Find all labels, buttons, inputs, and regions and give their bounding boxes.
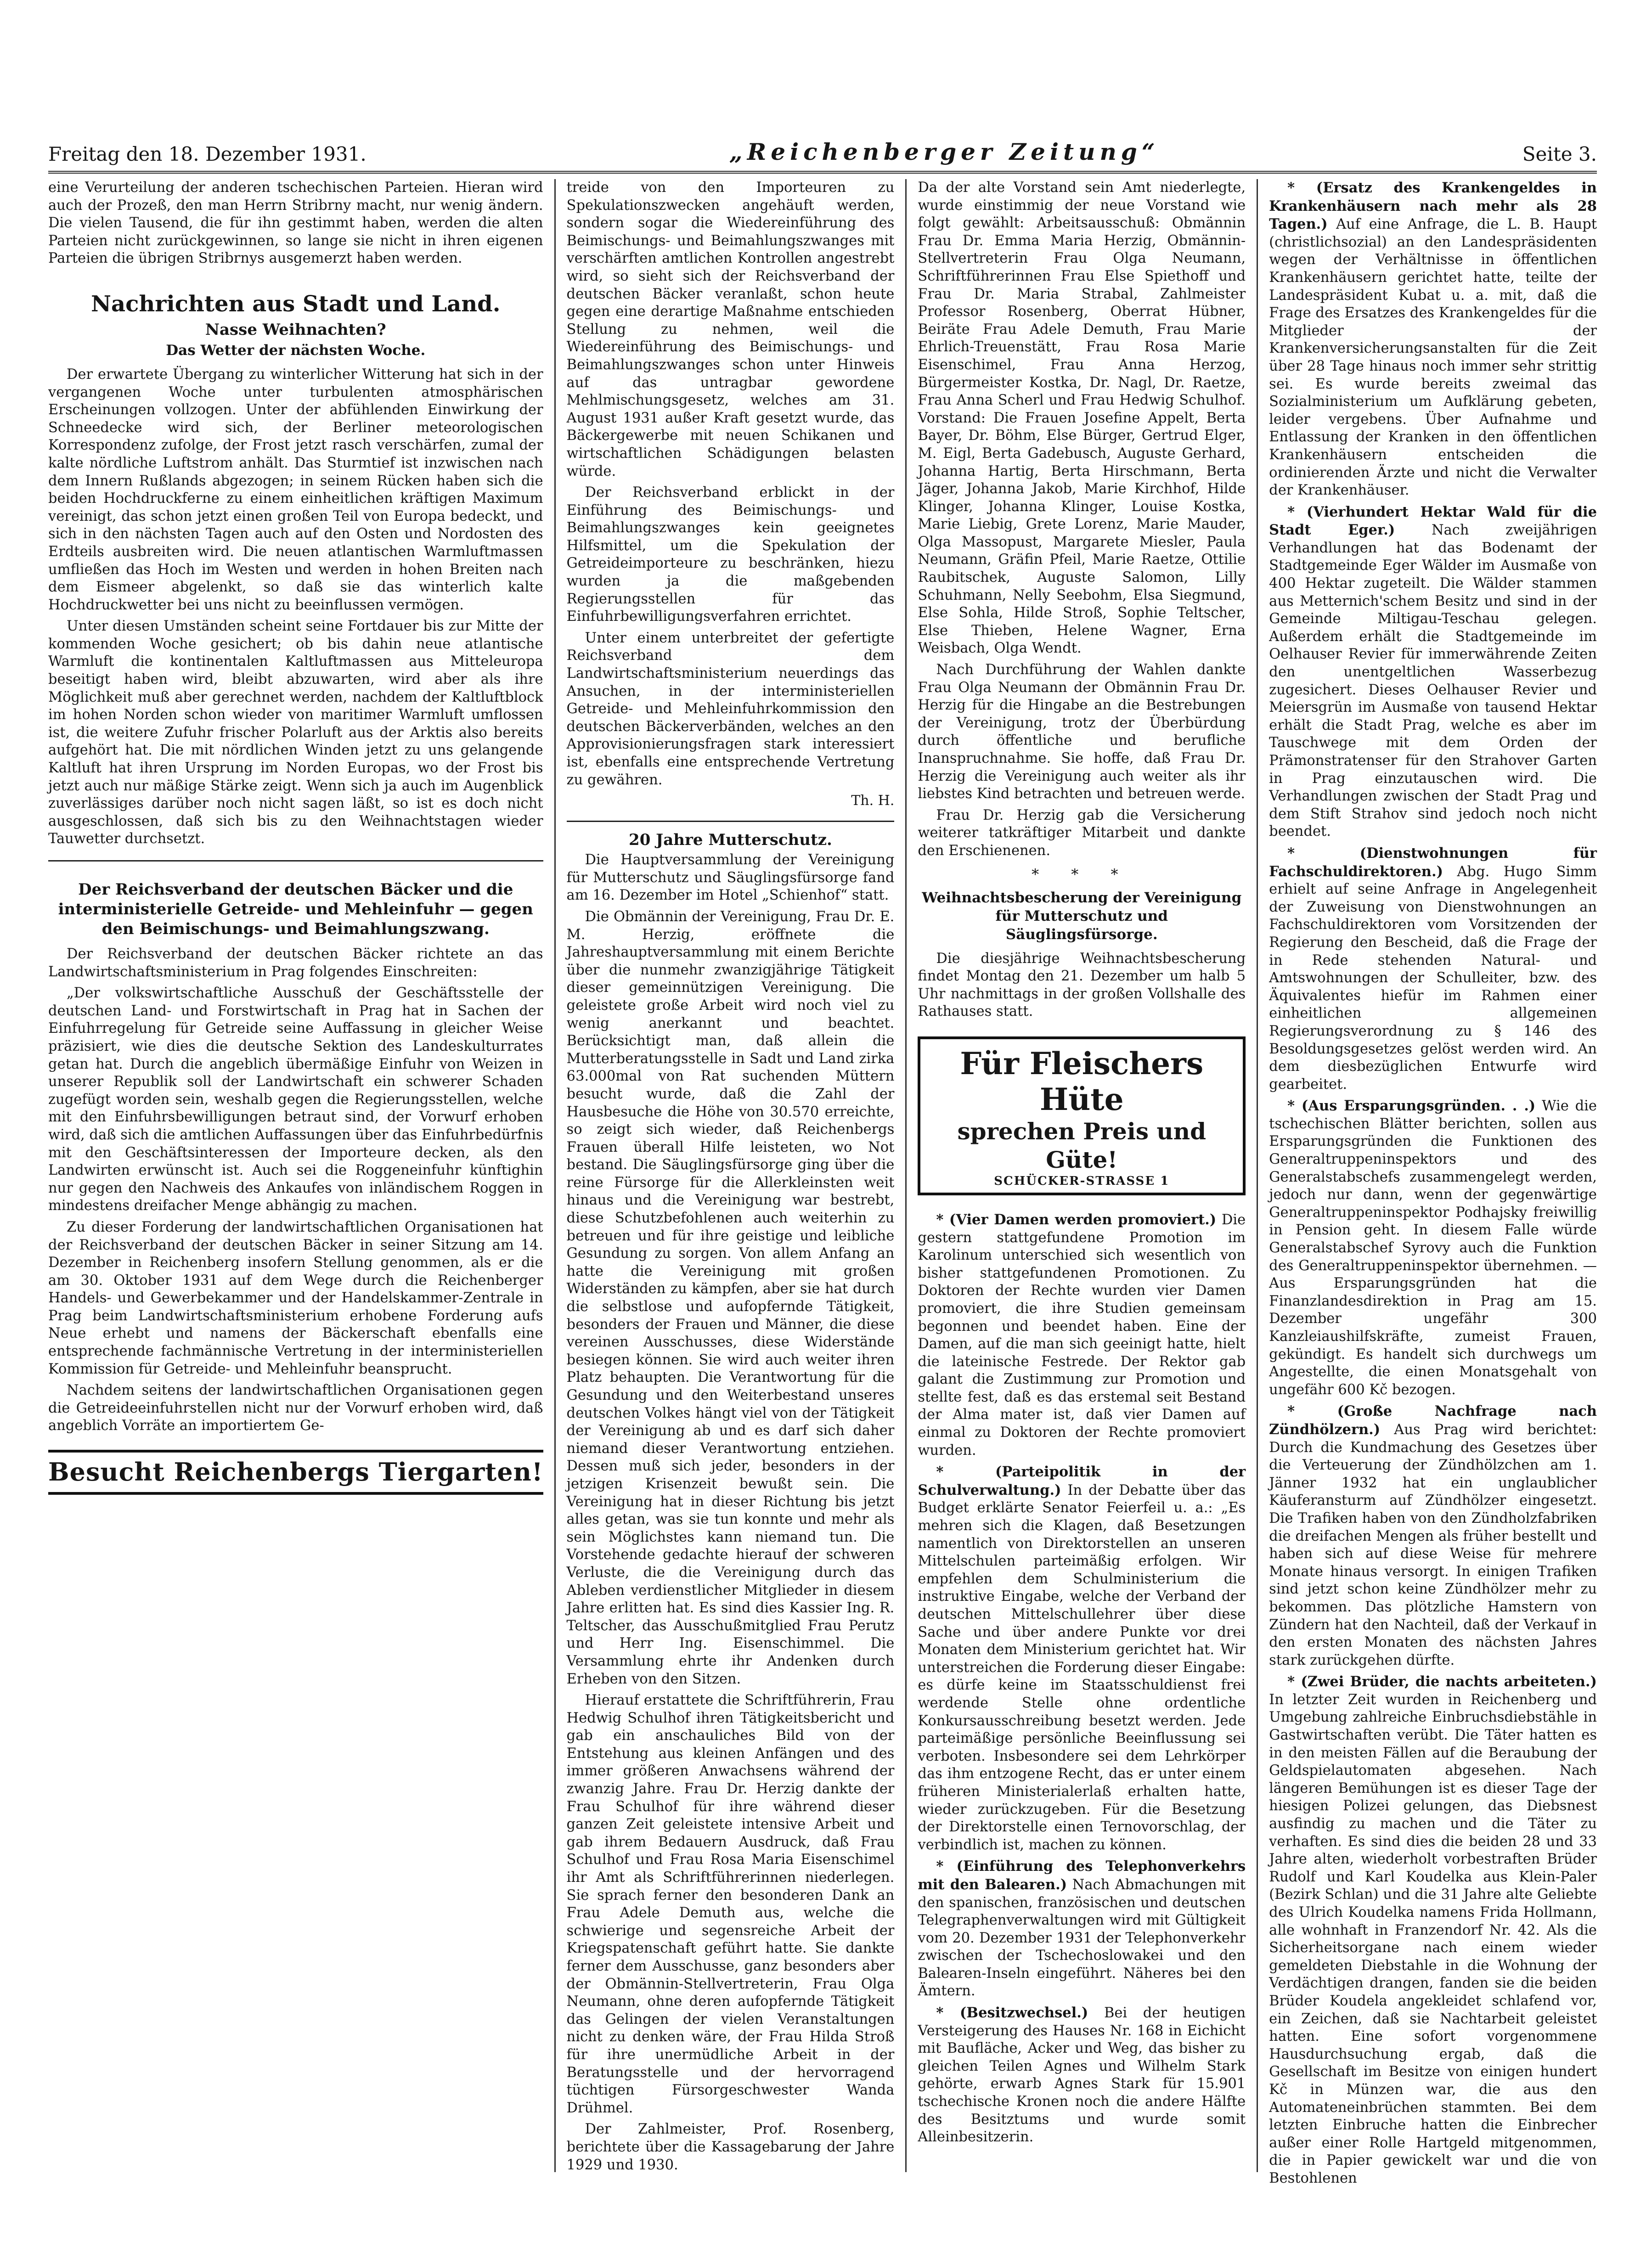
article-paragraph: Hierauf erstattete die Schriftführerin, Frau Hedwig Schulhof ihren Tätigkeitsbericht und gab ein anschauliches Bild von der Entstehung aus kleinen Anfängen und des immer größeren Anwachsens während der zwanzig Jahre. Frau Dr. Herzig dankte der Frau Schulhof für ihre während dieser ganzen Zeit geleistete intensive Arbeit und gab ihrem Bedauern Ausdruck, daß Frau Schulhof und Frau Rosa Maria Eisenschimel ihr Amt als Schriftführerinnen niederlegen. Sie sprach ferner den besonderen Dank an Frau Adele Demuth aus, welche die schwierige und segensreiche Arbeit der Kriegspatenschaft geführt hatte. Sie dankte ferner dem Ausschusse, ganz besonders aber der Obmännin-Stellvertreterin, Frau Olga Neumann, ohne deren aufopfernde Tätigkeit das Gelingen der vielen Veranstaltungen nicht zu denken wäre, der Frau Hilda Stroß für ihre unermüdliche Arbeit in der Beratungsstelle und der hervorragend tüchtigen Fürsorgeschwester Wanda Drühmel.: [566, 1692, 895, 2116]
article-paragraph: „Der volkswirtschaftliche Ausschuß der Geschäftsstelle der deutschen Land- und Forstwirtschaft in Prag hat in Sachen der Einfuhrregelung für Getreide seine Auffassung in gleicher Weise präzisiert, wie dies die deutsche Sektion des Landeskulturrates getan hat. Durch die angeblich übermäßige Einfuhr von Weizen in unserer Republik soll der Landwirtschaft ein schwerer Schaden zugefügt worden sein, weshalb gegen die Regierungsstellen, welche mit den Einfuhrsbewilligungen betraut sind, der Vorwurf erhoben wird, daß sich die amtlichen Auffassungen über das Einfuhrbedürfnis mit den Geschäftsinteressen der Importeure decken, als den Landwirten erwünscht ist. Auch sei die Roggeneinfuhr künftighin nur gegen den Nachweis des Ankaufes von inländischem Roggen in mindestens dreifacher Menge abhängig zu machen.: [48, 985, 543, 1214]
article-paragraph: Der Reichsverband erblickt in der Einführung des Beimischungs- und Beimahlungszwanges kein geeignetes Hilfsmittel, um die Spekulation der Getreideimporteure zu beschränken, hiezu wurden ja die maßgebenden Regierungsstellen für das Einfuhrbewilligungsverfahren errichtet.: [566, 484, 895, 625]
column-4: [1257, 179, 1597, 2186]
item-lead: * (Vier Damen werden promoviert.): [936, 1211, 1217, 1228]
article-paragraph: Unter diesen Umständen scheint seine Fortdauer bis zur Mitte der kommenden Woche gesichert; ob bis dahin neue atlantische Warmluft die kontinentalen Kaltluftmassen aus Mitteleuropa beseitigt haben wird, bleibt abzuwarten, wird aber als ihre Möglichkeit muß aber gerechnet werden, nachdem der Kaltluftblock im hohen Norden schon wieder von maritimer Warmluft umflossen ist, die weitere Zufuhr frischer Polarluft aus der Arktis also bereits aufgehört hat. Die mit nördlichen Winden jetzt zu uns gelangende Kaltluft hat ihren Ursprung im Norden Europas, wo der Frost bis jetzt auch nur mäßige Stärke zeigt. Wenn sich ja auch im Augenblick zuverlässiges darüber noch nicht sagen läßt, so ist es doch nicht ausgeschlossen, daß sich bis zu den Weihnachtstagen wieder Tauwetter durchsetzt.: [48, 618, 543, 847]
article-paragraph: eine Verurteilung der anderen tschechischen Parteien. Hieran wird auch der Prozeß, den man Herrn Stribrny macht, nur wenig ändern. Die vielen Tausend, die für ihn gestimmt haben, werden die alten Parteien nicht zurückgewinnen, so lange sie nicht in ihren eigenen Parteien die übrigen Stribrnys ausgemerzt haben werden.: [48, 180, 543, 267]
item-lead: * (Einführung des Telephonverkehrs mit den Balearen.): [918, 1858, 1246, 1893]
item-text: Nach zweijährigen Verhandlungen hat das Bodenamt der Stadtgemeinde Eger Wälder im Ausmaße von 400 Hektar zugeteilt. Die Wälder stammen aus Metternich'schem Besitz und sind in der Gemeinde Miltigau-Teschau gelegen. Außerdem erhält die Stadtgemeinde im Oelhauser Revier für immerwährende Zeiten den unentgeltlichen Wasserbezug zugesichert. Dieses Oelhauser Revier und Meiersgrün im Ausmaße von tausend Hektar erhält die Stadt Prag, welche es aber im Tauschwege mit dem Orden der Prämonstratenser für den Strahover Garten in Prag einzutauschen wird. Die Verhandlungen zwischen der Stadt Prag und dem Stift Strahov sind jedoch noch nicht beendet.: [1269, 522, 1597, 840]
page-header: [48, 133, 1597, 165]
article-headline: 20 Jahre Mutterschutz.: [629, 831, 832, 850]
item-lead: * (Zwei Brüder, die nachts arbeiteten.): [1287, 1673, 1597, 1690]
column-1: [48, 179, 554, 2172]
divider: [567, 821, 895, 822]
article-paragraph: treide von den Importeuren zu Spekulationszwecken angehäuft werden, sondern sogar die Wiedereinführung des Beimischungs- und Beimahlungszwanges mit verschärften amtlichen Kontrollen angestrebt wird, so sieht sich der Reichsverband der deutschen Bäcker veranlaßt, schon heute gegen eine derartige Maßnahme entschieden Stellung zu nehmen, weil die Wiedereinführung des Beimischungs- und Beimahlungszwanges schon unter Hinweis auf das untragbar gewordene Mehlmischungsgesetz, welches am 31. August 1931 außer Kraft gesetzt wurde, das Bäckergewerbe mit neuen Schikanen und wirtschaftlichen Schädigungen belasten würde.: [566, 180, 895, 479]
divider: [48, 860, 543, 861]
section-title: Nachrichten aus Stadt und Land.: [91, 291, 501, 317]
item-text: Die gestern stattgefundene Promotion im Karolinum unterschied sich wesentlich von bisher stattgefundenen Promotionen. Zu Doktoren der Rechte wurden vier Damen promoviert, die ihre Studien gemeinsam begonnen und beendet haben. Eine der Damen, auf die man sich geeinigt hatte, hielt die lateinische Festrede. Der Rektor gab galant die Zustimmung zur Promotion und stellte fest, daß es das erstemal seit Bestand der Alma mater ist, daß vier Damen auf einmal zu Doktoren der Rechte promoviert wurden.: [918, 1211, 1246, 1458]
ad-slogan: sprechen Preis und Güte!: [957, 1117, 1207, 1173]
item-lead: * (Besitzwechsel.): [936, 2005, 1088, 2021]
item-text: Nach Abmachungen mit den spanischen, französischen und deutschen Telegraphenverwaltungen wird mit Gültigkeit vom 20. Dezember 1931 der Telephonverkehr zwischen der Tschechoslowakei und den Balearen-Inseln eingeführt. Näheres bei den Ämtern.: [918, 1876, 1246, 1999]
article-paragraph: Der Reichsverband der deutschen Bäcker richtete an das Landwirtschaftsministerium in Prag folgendes Einschreiten:: [48, 946, 543, 980]
ad-headline: Für Fleischers Hüte: [960, 1045, 1204, 1117]
item-lead: * (Große Nachfrage nach Zündhölzern.): [1269, 1403, 1597, 1438]
article-paragraph: Die Hauptversammlung der Vereinigung für Mutterschutz und Säuglingsfürsorge fand am 16. Dezember im Hotel „Schienhof“ statt.: [566, 852, 895, 904]
item-text: Abg. Hugo Simm erhielt auf seine Anfrage in Angelegenheit der Zuweisung von Dienstwohnungen an Fachschuldirektoren vom Vorsitzenden der Regierung den Bescheid, daß die Frage der in Rede stehenden Natural- und Amtswohnungen der Schulleiter, bzw. des Äquivalentes hiefür im Rahmen einer einheitlichen allgemeinen Regierungsverordnung zu § 146 des Besoldungsgesetzes gelöst werden wird. An dem diesbezüglichen Entwurfe wird gearbeitet.: [1269, 863, 1597, 1092]
article-paragraph: Nachdem seitens der landwirtschaftlichen Organisationen gegen die Getreideeinfuhrstellen nicht nur der Vorwurf erhoben wird, daß angeblich Vorräte an importiertem Ge-: [48, 1382, 543, 1434]
article-subheadline: Weihnachtsbescherung der Vereinigung für Mutterschutz und Säuglingsfürsorge.: [922, 889, 1242, 943]
item-text: Wie die tschechischen Blätter berichten, sollen aus Ersparungsgründen die Funktionen des Generaltruppeninspektors und des Generalstabschefs zusammengelegt werden, jedoch nur dann, wenn der gegenwärtige Generaltruppeninspektor Podhajsky freiwillig in Pension geht. In diesem Falle würde Generalstabschef Syrovy auch die Funktion des Generaltruppeninspektor übernehmen. — Aus Ersparungsgründen hat die Finanzlandesdirektion in Prag am 15. Dezember ungefähr 300 Kanzleiaushilfskräfte, zumeist Frauen, gekündigt. Es handelt sich durchwegs um Angestellte, die einen Monatsgehalt von ungefähr 600 Kč bezogen.: [1269, 1098, 1597, 1398]
ad-address: SCHÜCKER-STRASSE 1: [994, 1174, 1170, 1188]
article-headline: Nasse Weihnachten?: [205, 320, 386, 339]
article-paragraph: Da der alte Vorstand sein Amt niederlegte, wurde einstimmig der neue Vorstand wie folgt gewählt: Arbeitsausschuß: Obmännin Frau Dr. Emma Maria Herzig, Obmännin-Stellvertreterin Frau Olga Neumann, Schriftführerinnen Frau Else Spiethoff und Frau Dr. Maria Strabal, Zahlmeister Professor Rosenberg, Oberrat Hübner, Beiräte Frau Adele Demuth, Frau Marie Ehrlich-Treuenstätt, Frau Rosa Marie Eisenschimel, Frau Anna Herzog, Bürgermeister Kostka, Dr. Nagl, Dr. Raetze, Frau Anna Scherl und Frau Hedwig Schulhof. Vorstand: Die Frauen Josefine Appelt, Berta Bayer, Dr. Böhm, Else Bürger, Gertrud Elger, M. Eigl, Berta Gadebusch, Auguste Gerhard, Johanna Hartig, Berta Hirschmann, Berta Jäger, Johanna Jakob, Marie Kirchhof, Hilde Klinger, Johanna Klinger, Louise Kostka, Marie Liebig, Grete Lorenz, Marie Mauder, Olga Massopust, Margarete Miesler, Paula Neumann, Gräfin Pfeil, Marie Raetze, Ottilie Raubitschek, Auguste Salomon, Lilly Schuhmann, Nelly Seebohm, Elsa Siegmund, Else Sohla, Hilde Stroß, Sophie Teltscher, Else Thieben, Helene Wagner, Erna Weisbach, Olga Wendt.: [918, 180, 1246, 657]
item-lead: * (Aus Ersparungsgründen. . .): [1287, 1098, 1536, 1115]
article-paragraph: Nach Durchführung der Wahlen dankte Frau Olga Neumann der Obmännin Frau Dr. Herzig für die Hingabe an die Bestrebungen der Vereinigung, trotz der Überbürdung durch öffentliche und berufliche Inanspruchnahme. Sie hoffe, daß Frau Dr. Herzig die Vereinigung auch weiter als ihr liebstes Kind betrachten und betreuen werde.: [918, 662, 1246, 802]
column-2: [554, 179, 906, 2172]
item-lead: * (Parteipolitik in der Schulverwaltung.): [918, 1464, 1246, 1498]
columns: [48, 179, 1597, 2186]
header-date: Freitag den 18. Dezember 1931.: [48, 143, 366, 165]
item-text: Aus Prag wird berichtet: Durch die Kundmachung des Gesetzes über die Verteuerung der Zündhölzchen am 1. Jänner 1932 hat ein unglaublicher Käuferansturm auf Zündhölzer eingesetzt. Die Trafiken haben von den Zündholzfabriken die dreifachen Mengen als früher bestellt und haben sich auf diese Weise für mehrere Monate hinaus versorgt. In einigen Trafiken sind jetzt schon keine Zündhölzer mehr zu bekommen. Das plötzliche Hamstern von Zündern hat den Nachteil, daß der Verkauf in den ersten Monaten des nächsten Jahres stark zurückgehen dürfte.: [1269, 1421, 1597, 1668]
article-paragraph: Frau Dr. Herzig gab die Versicherung weiterer tatkräftiger Mitarbeit und dankte den Erschienenen.: [918, 807, 1246, 859]
item-lead: * (Ersatz des Krankengeldes in Krankenhäusern nach mehr als 28 Tagen.): [1269, 180, 1597, 233]
item-text: In der Debatte über das Budget erklärte Senator Feierfeil u. a.: „Es mehren sich die Klagen, daß Besetzungen namentlich von Direktorstellen an unseren Mittelschulen parteimäßig erfolgen. Wir empfehlen dem Schulministerium die instruktive Eingabe, welche der Verband der deutschen Mittelschullehrer über diese Sache und über andere Punkte vor drei Monaten dem Ministerium gerichtet hat. Wir unterstreichen die Forderung dieser Eingabe: es dürfe keine im Staatsschuldienst frei werdende Stelle ohne ordentliche Konkursausschreibung besetzt werden. Jede parteimäßige persönliche Beeinflussung sei verboten. Insbesondere sei dem Lehrkörper das ihm entzogene Recht, das er unter einem früheren Ministerialerlaß erhalten hatte, wieder zurückzugeben. Für die Besetzung der Direktorstelle einen Ternovorschlag, der verbindlich ist, machen zu können.: [918, 1482, 1246, 1853]
article-headline: Der Reichsverband der deutschen Bäcker und die interministerielle Getreide- und Mehleinfuhr — gegen den Beimischungs- und Beimahlungszwang.: [58, 880, 533, 938]
article-subheadline: Das Wetter der nächsten Woche.: [166, 342, 426, 359]
header-paper-title: „Reichenberger Zeitung“: [729, 138, 1160, 165]
article-paragraph: Der erwartete Übergang zu winterlicher Witterung hat sich in der vergangenen Woche unter turbulenten atmosphärischen Erscheinungen vollzogen. Unter der abfühlenden Einwirkung der Schneedecke wird sich, der Berliner meteorologischen Korrespondenz zufolge, der Frost jetzt rasch verschärfen, zumal der kalte nördliche Luftstrom anhält. Das Sturmtief ist inzwischen nach dem Innern Rußlands abgezogen; in seinem Rücken haben sich die beiden Hochdruckferne zu einem einheitlichen kräftigen Maximum vereinigt, das schon jetzt einen großen Teil von Europa bedeckt, und sich in den nächsten Tagen auch auf den Osten und Nordosten des Erdteils ausbreiten wird. Die neuen atlantischen Warmluftmassen umfließen das Hoch im Westen und werden in hohen Breiten nach dem Eismeer abgelenkt, so daß sie das winterlich kalte Hochdruckwetter bei uns nicht zu beeinflussen vermögen.: [48, 366, 543, 613]
column-3: [905, 179, 1257, 2172]
author-signature: Th. H.: [851, 793, 895, 809]
article-paragraph: Die diesjährige Weihnachtsbescherung findet Montag den 21. Dezember um halb 5 Uhr nachmittags in der großen Vollshalle des Rathauses statt.: [918, 950, 1246, 1020]
item-text: Bei der heutigen Versteigerung des Hauses Nr. 168 in Eichicht mit Baufläche, Acker und Weg, das bisher zu gleichen Teilen Agnes und Wilhelm Stark gehörte, erwarb Agnes Stark für 15.901 tschechische Kronen noch die andere Hälfte des Besitztums und wurde somit Alleinbesitzerin.: [918, 2005, 1246, 2145]
item-text: In letzter Zeit wurden in Reichenberg und Umgebung zahlreiche Einbruchsdiebstähle in Gastwirtschaften verübt. Die Täter hatten es in den meisten Fällen auf die Beraubung der Geldspielautomaten abgesehen. Nach längeren Bemühungen ist es dieser Tage der hiesigen Polizei gelungen, das Diebsnest ausfindig zu machen und die Täter zu verhaften. Es sind dies die beiden 28 und 33 Jahre alten, wiederholt vorbestraften Brüder Rudolf und Karl Koudelka aus Klein-Paler (Bezirk Schlan) und die 31 Jahre alte Geliebte des Ulrich Koudelka namens Frida Hollmann, alle wohnhaft in Franzendorf Nr. 42. Als die Sicherheitsorgane nach einem wieder gemeldeten Diebstahle in die Wohnung der Verdächtigen drangen, fanden sie die beiden Brüder Koudela angekleidet schlafend vor, ein Zeichen, daß sie Nachtarbeit geleistet hatten. Eine sofort vorgenommene Hausdurchsuchung ergab, daß die Gesellschaft im Besitze von einigen hundert Kč in Münzen war, die aus den Automateneinbrüchen stammten. Bei dem letzten Einbruche hatten die Einbrecher außer einer Rolle Hartgeld mitgenommen, die in Papier gewickelt war und die von Bestohlenen: [1269, 1691, 1597, 2186]
section-stars: * * *: [1032, 865, 1132, 883]
article-paragraph: Die Obmännin der Vereinigung, Frau Dr. E. M. Herzig, eröffnete die Jahreshauptversammlung mit einem Berichte über die nunmehr zwanzigjährige Tätigkeit dieser gemeinnützigen Vereinigung. Die geleistete große Arbeit wird noch viel zu wenig anerkannt und beachtet. Berücksichtigt man, daß allein die Mutterberatungsstelle in Sadt und Land zirka 63.000mal von Rat suchenden Müttern besucht wurde, daß die Zahl der Hausbesuche die Höhe von 30.570 erreichte, so zeigt sich wieder, daß Reichenbergs Frauen überall Hilfe leisteten, wo Not bestand. Die Säuglingsfürsorge ging über die reine Fürsorge für die Allerkleinsten weit hinaus und die Vereinigung war bestrebt, diese Schutzbefohlenen auch weiterhin zu betreuen und für ihre geistige und leibliche Gesundung zu sorgen. Von allem Anfang an hatte die Vereinigung mit großen Widerständen zu kämpfen, aber sie hat durch die selbstlose und aufopfernde Tätigkeit, besonders der Frauen und Männer, die diese vereinen Ausschusses, diese Widerstände besiegen können. Sie wird auch weiter ihren Platz behaupten. Die Verantwortung für die Gesundung und den Weiterbestand unseres deutschen Volkes hängt viel von der Tätigkeit der Vereinigung ab und es darf sich daher niemand dieser Verantwortung entziehen. Dessen muß sich jeder, besonders in der jetzigen Krisenzeit bewußt sein. Die Vereinigung hat in dieser Richtung bis jetzt alles getan, was sie tun konnte und mehr als sein Möglichstes kann niemand tun. Die Vorstehende gedachte hierauf der schweren Verluste, die die Vereinigung durch das Ableben verdienstlicher Mitglieder in diesem Jahre erlitten hat. Es sind dies Kassier Ing. R. Teltscher, das Ausschußmitglied Frau Perutz und Herr Ing. Eisenschimmel. Die Versammlung ehrte ihr Andenken durch Erheben von den Sitzen.: [566, 908, 895, 1687]
header-page-number: Seite 3.: [1522, 143, 1597, 165]
item-text: Auf eine Anfrage, die L. B. Haupt (christlichsozial) an den Landespräsidenten wegen der Verhältnisse in öffentlichen Krankenhäusern gerichtet hatte, teilte der Landespräsident Kubat u. a. mit, daß die Frage des Ersatzes des Krankengeldes für die Mitglieder der Krankenversicherungsanstalten für die Zeit über 28 Tage hinaus noch immer sehr strittig sei. Es wurde bereits zweimal das Sozialministerium um Aufklärung gebeten, leider vergebens. Über Aufnahme und Entlassung der Kranken in den öffentlichen Krankenhäusern entscheiden die ordinierenden Ärzte und nicht die Verwalter der Krankenhäuser.: [1269, 216, 1597, 499]
zoo-banner-ad: Besucht Reichenbergs Tiergarten!: [48, 1450, 543, 1495]
item-lead: * (Dienstwohnungen für Fachschuldirektoren.): [1269, 845, 1597, 880]
article-paragraph: Unter einem unterbreitet der gefertigte Reichsverband dem Landwirtschaftsministerium neuerdings das Ansuchen, in der interministeriellen Getreide- und Mehleinfuhrkommission den deutschen Bäckerverbänden, welches an den Approvisionierungsfragen stark interessiert ist, ebenfalls eine entsprechende Vertretung zu gewähren.: [566, 630, 895, 788]
article-paragraph: Zu dieser Forderung der landwirtschaftlichen Organisationen hat der Reichsverband der deutschen Bäcker in seiner Sitzung am 14. Dezember in Reichenberg insofern Stellung genommen, als er die am 30. Oktober 1931 auf dem Wege durch die Reichenberger Handels- und Gewerbekammer und der Handelskammer-Zentrale in Prag beim Landwirtschaftsministerium erhobene Forderung aufs Neue erhebt und namens der Bäckerschaft ebenfalls eine entsprechende fachmännische Vertretung in der interministeriellen Kommission für Getreide- und Mehleinfuhr beansprucht.: [48, 1219, 543, 1377]
article-paragraph: Der Zahlmeister, Prof. Rosenberg, berichtete über die Kassagebarung der Jahre 1929 und 1930.: [566, 2121, 895, 2173]
hat-shop-ad: [918, 1036, 1246, 1195]
item-lead: * (Vierhundert Hektar Wald für die Stadt Eger.): [1269, 503, 1597, 539]
header-rule: [48, 171, 1597, 174]
